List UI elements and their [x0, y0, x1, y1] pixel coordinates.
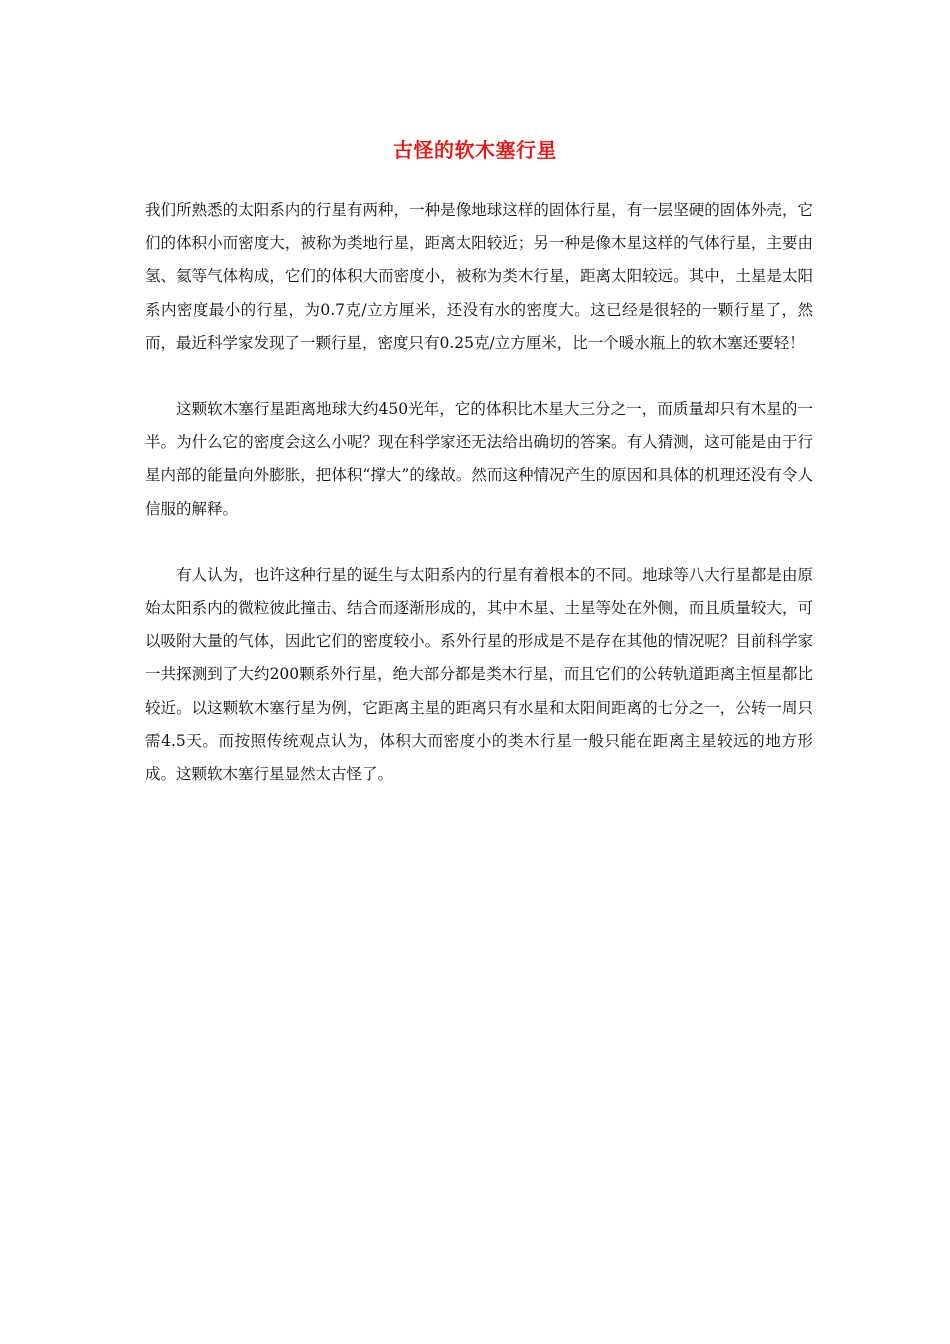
paragraph-3: 有人认为，也许这种行星的诞生与太阳系内的行星有着根本的不同。地球等八大行星都是由原始太阳系内的微粒彼此撞击、结合而逐渐形成的，其中木星、土星等处在外侧，而且质量较大，可以吸附大量的气体，因此它们的密度较小。系外行星的形成是不是存在其他的情况呢？目前科学家一共探测到了大约200颗系外行星，绝大部分都是类木行星，而且它们的公转轨道距离主恒星都比较近。以这颗软木塞行星为例，它距离主星的距离只有水星和太阳间距离的七分之一，公转一周只需4.5天。而按照传统观点认为，体积大而密度小的类木行星一般只能在距离主星较远的地方形成。这颗软木塞行星显然太古怪了。	[145, 565, 813, 784]
paragraph-2: 这颗软木塞行星距离地球大约450光年，它的体积比木星大三分之一，而质量却只有木星的一半。为什么它的密度会这么小呢？现在科学家还无法给出确切的答案。有人猜测，这可能是由于行星内部的能量向外膨胀，把体积“撑大”的缘故。然而这种情况产生的原因和具体的机理还没有令人信服的解释。	[145, 400, 813, 518]
document-title: 古怪的软木塞行星	[393, 138, 557, 163]
document-body	[145, 194, 813, 791]
paragraph-1: 我们所熟悉的太阳系内的行星有两种，一种是像地球这样的固体行星，有一层坚硬的固体外壳，它们的体积小而密度大，被称为类地行星，距离太阳较近；另一种是像木星这样的气体行星，主要由氢、氦等气体构成，它们的体积大而密度小，被称为类木行星，距离太阳较远。其中，土星是太阳系内密度最小的行星，为0.7克/立方厘米，还没有水的密度大。这已经是很轻的一颗行星了，然而，最近科学家发现了一颗行星，密度只有0.25克/立方厘米，比一个暖水瓶上的软木塞还要轻！	[145, 201, 813, 352]
